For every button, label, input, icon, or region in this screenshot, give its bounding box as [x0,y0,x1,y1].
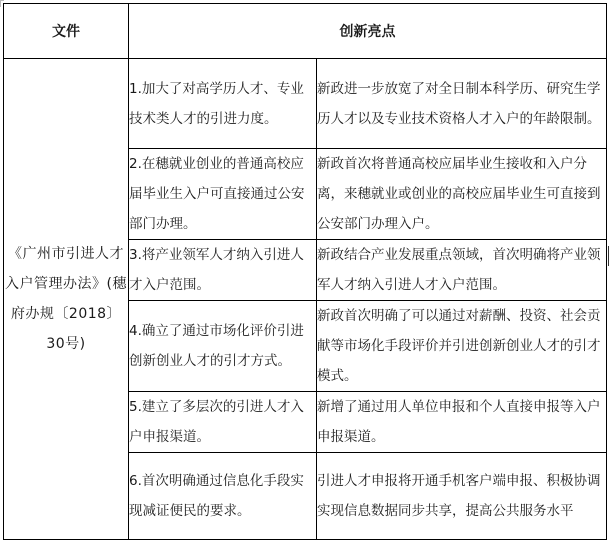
highlight-item: 5.建立了多层次的引进人才入户申报渠道。 [129,392,317,453]
highlight-description: 新政首次明确了可以通过对薪酬、投资、社会贡献等市场化手段评价并引进创新创业人才的引才模式。 [317,301,607,392]
policy-innovation-table [3,3,607,540]
text-cursor-mark [608,246,609,266]
highlight-description: 新政首次将普通高校应届毕业生接收和入户分离，来穗就业或创业的高校应届毕业生可直接到公安部门办理入户。 [317,149,607,240]
highlight-item: 3.将产业领军人才纳入引进人才入户范围。 [129,240,317,301]
highlight-item: 1.加大了对高学历人才、专业技术类人才的引进力度。 [129,59,317,149]
highlight-description: 新政结合产业发展重点领域，首次明确将产业领军人才纳入引进人才入户范围。 [317,240,607,301]
header-file: 文件 [4,4,129,59]
highlight-description: 新政进一步放宽了对全日制本科学历、研究生学历人才以及专业技术资格人才入户的年龄限制。 [317,59,607,149]
highlight-item: 6.首次明确通过信息化手段实现减证便民的要求。 [129,453,317,540]
highlight-item: 2.在穗就业创业的普通高校应届毕业生入户可直接通过公安部门办理。 [129,149,317,240]
file-name-cell: 《广州市引进人才入户管理办法》(穗府办规〔2018〕30号) [4,59,129,540]
header-innovation-highlights: 创新亮点 [129,4,607,59]
table-row [4,59,607,149]
table-header-row [4,4,607,59]
highlight-item: 4.确立了通过市场化评价引进创新创业人才的引才方式。 [129,301,317,392]
highlight-description: 新增了通过用人单位申报和个人直接申报等入户申报渠道。 [317,392,607,453]
highlight-description: 引进人才申报将开通手机客户端申报、积极协调实现信息数据同步共享，提高公共服务水平 [317,453,607,540]
